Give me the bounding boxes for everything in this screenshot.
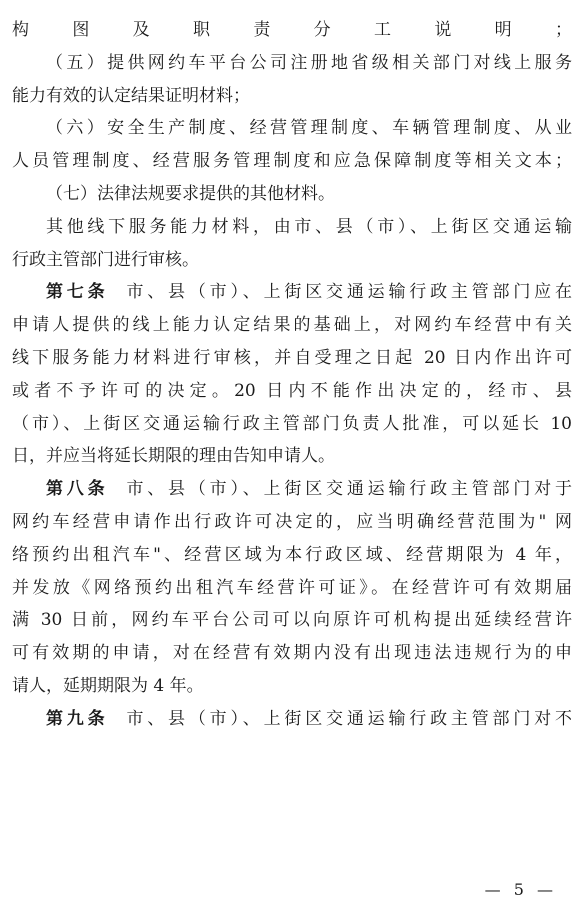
text-line: 线下服务能力材料进行审核，并自受理之日起 20 日内作出许可	[12, 347, 572, 368]
text-line: 其他线下服务能力材料，由市、县（市）、上街区交通运输	[46, 216, 572, 237]
text-line: 并发放《网络预约出租汽车经营许可证》。在经营许可有效期届	[12, 577, 572, 598]
text-line: 日，并应当将延长期限的理由告知申请人。	[12, 446, 335, 467]
text-line: （六）安全生产制度、经营管理制度、车辆管理制度、从业	[46, 118, 572, 139]
text-line: 满 30 日前，网约车平台公司可以向原许可机构提出延续经营许	[12, 610, 572, 631]
text-line: 人员管理制度、经营服务管理制度和应急保障制度等相关文本；	[12, 151, 572, 172]
footer-dash-right: —	[537, 880, 553, 899]
text-line: 请人，延期期限为 4 年。	[12, 675, 204, 696]
document-page	[12, 14, 572, 736]
page-number-block	[485, 880, 553, 899]
page-footer	[0, 880, 581, 899]
text-line: 行政主管部门进行审核。	[12, 249, 199, 270]
article-7-heading: 第七条	[46, 282, 109, 303]
text-line: 络预约出租汽车"、经营区域为本行政区域、经营期限为 4 年，	[12, 544, 572, 565]
article-7-first-line	[12, 276, 572, 309]
text-line: （七）法律法规要求提供的其他材料。	[46, 183, 335, 204]
article-9-first-line	[12, 703, 572, 736]
text-line: 可有效期的申请，对在经营有效期内没有出现违法违规行为的申	[12, 643, 572, 664]
text-line: 网约车经营申请作出行政许可决定的，应当明确经营范围为" 网	[12, 511, 572, 532]
text-line: 申请人提供的线上能力认定结果的基础上，对网约车经营中有关	[12, 315, 572, 336]
footer-dash-left: —	[484, 880, 501, 899]
article-9-heading: 第九条	[46, 708, 109, 729]
text-line: 能力有效的认定结果证明材料；	[12, 85, 250, 106]
text-line: 市、县（市）、上街区交通运输行政主管部门应在	[126, 282, 572, 303]
text-line: 市、县（市）、上街区交通运输行政主管部门对于	[126, 479, 572, 500]
text-line: 或者不予许可的决定。20 日内不能作出决定的，经市、县	[12, 380, 572, 401]
article-8-heading: 第八条	[46, 479, 109, 500]
text-line: （五）提供网约车平台公司注册地省级相关部门对线上服务	[46, 52, 572, 73]
article-8-first-line	[12, 473, 572, 506]
text-line: 市、县（市）、上街区交通运输行政主管部门对不	[126, 708, 572, 729]
text-line: 构图及职责分工说明；	[12, 20, 572, 40]
page-number: 5	[513, 880, 524, 899]
text-line: （市）、上街区交通运输行政主管部门负责人批准，可以延长 10	[12, 413, 572, 434]
